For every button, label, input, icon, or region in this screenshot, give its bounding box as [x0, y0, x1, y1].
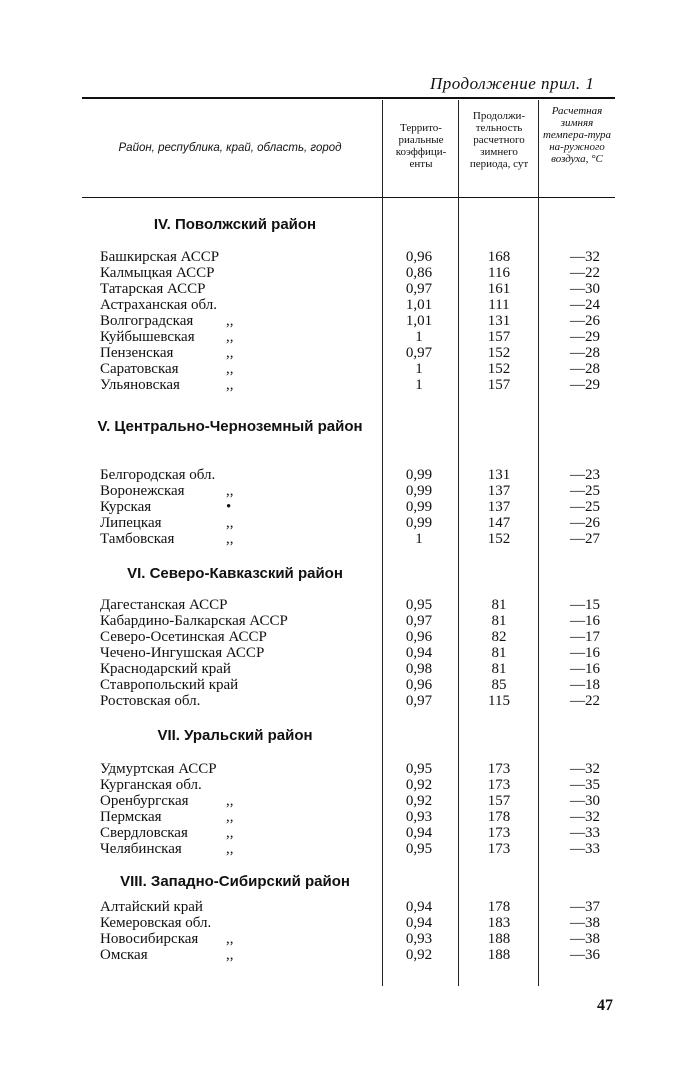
- coefficient: 0,96: [405, 677, 433, 693]
- region-name: Краснодарский край: [100, 661, 231, 677]
- ditto-mark: ,,: [226, 313, 234, 329]
- coefficient: 0,97: [405, 613, 433, 629]
- region-name: Куйбышевская: [100, 329, 195, 345]
- table-row: [0, 613, 700, 629]
- table-row: [0, 931, 700, 947]
- temperature: —16: [570, 645, 600, 661]
- coefficient: 0,99: [405, 515, 433, 531]
- region-name: Саратовская: [100, 361, 179, 377]
- region-name: Ставропольский край: [100, 677, 239, 693]
- table-row: [0, 467, 700, 483]
- table-row: [0, 761, 700, 777]
- temperature: —22: [570, 265, 600, 281]
- temperature: —36: [570, 947, 600, 963]
- table-row: [0, 361, 700, 377]
- coefficient: 1: [415, 377, 423, 393]
- section-title: VII. Уральский район: [157, 727, 313, 744]
- temperature: —38: [570, 931, 600, 947]
- table-row: [0, 899, 700, 915]
- table-row: [0, 677, 700, 693]
- table-row: [0, 265, 700, 281]
- temperature: —33: [570, 825, 600, 841]
- duration: 183: [487, 915, 511, 931]
- temperature: —32: [570, 761, 600, 777]
- table-row: [0, 531, 700, 547]
- column-header-name: Район, республика, край, область, город: [118, 142, 342, 154]
- column-header-duration: Продолжи-тельность расчетного зимнего периода, сут: [469, 110, 529, 170]
- table-row: [0, 693, 700, 709]
- coefficient: 0,93: [405, 809, 433, 825]
- temperature: —23: [570, 467, 600, 483]
- table-row: [0, 661, 700, 677]
- ditto-mark: ,,: [226, 793, 234, 809]
- coefficient: 0,97: [405, 693, 433, 709]
- region-name: Ростовская обл.: [100, 693, 201, 709]
- temperature: —17: [570, 629, 600, 645]
- region-name: Алтайский край: [100, 899, 203, 915]
- table-row: [0, 645, 700, 661]
- duration: 81: [491, 597, 507, 613]
- temperature: —32: [570, 809, 600, 825]
- ditto-mark: ,,: [226, 515, 234, 531]
- ditto-mark: ,,: [226, 483, 234, 499]
- table-row: [0, 915, 700, 931]
- coefficient: 0,95: [405, 841, 433, 857]
- duration: 137: [487, 499, 511, 515]
- duration: 188: [487, 947, 511, 963]
- coefficient: 1: [415, 361, 423, 377]
- duration: 137: [487, 483, 511, 499]
- table-row: [0, 377, 700, 393]
- table-row: [0, 313, 700, 329]
- duration: 81: [491, 613, 507, 629]
- coefficient: 0,94: [405, 825, 433, 841]
- coefficient: 1: [415, 329, 423, 345]
- region-name: Дагестанская АССР: [100, 597, 228, 613]
- region-name: Северо-Осетинская АССР: [100, 629, 267, 645]
- temperature: —16: [570, 613, 600, 629]
- temperature: —32: [570, 249, 600, 265]
- duration: 173: [487, 841, 511, 857]
- coefficient: 0,86: [405, 265, 433, 281]
- temperature: —25: [570, 483, 600, 499]
- section-title: V. Центрально-Черноземный район: [97, 418, 363, 435]
- duration: 111: [488, 297, 510, 313]
- region-name: Белгородская обл.: [100, 467, 216, 483]
- temperature: —26: [570, 515, 600, 531]
- temperature: —28: [570, 345, 600, 361]
- ditto-mark: ,,: [226, 361, 234, 377]
- coefficient: 1,01: [405, 313, 433, 329]
- continuation-label: Продолжение прил. 1: [430, 74, 595, 93]
- coefficient: 0,98: [405, 661, 433, 677]
- temperature: —24: [570, 297, 600, 313]
- table-row: [0, 515, 700, 531]
- duration: 116: [488, 265, 510, 281]
- region-name: Ульяновская: [100, 377, 180, 393]
- coefficient: 0,99: [405, 483, 433, 499]
- table-row: [0, 499, 700, 515]
- ditto-mark: ,,: [226, 809, 234, 825]
- temperature: —28: [570, 361, 600, 377]
- duration: 81: [491, 645, 507, 661]
- duration: 152: [487, 531, 511, 547]
- column-header-coef: Террито-риальные коэффици-енты: [395, 122, 447, 170]
- temperature: —15: [570, 597, 600, 613]
- region-name: Воронежская: [100, 483, 185, 499]
- table-row: [0, 825, 700, 841]
- region-name: Пермская: [100, 809, 162, 825]
- coefficient: 0,95: [405, 761, 433, 777]
- ditto-mark: ,,: [226, 329, 234, 345]
- ditto-mark: ,,: [226, 825, 234, 841]
- coefficient: 0,99: [405, 499, 433, 515]
- table-row: [0, 947, 700, 963]
- table-row: [0, 329, 700, 345]
- duration: 161: [487, 281, 511, 297]
- region-name: Курская: [100, 499, 152, 515]
- ditto-mark: ,,: [226, 947, 234, 963]
- coefficient: 0,97: [405, 345, 433, 361]
- coefficient: 0,92: [405, 777, 433, 793]
- temperature: —38: [570, 915, 600, 931]
- coefficient: 1,01: [405, 297, 433, 313]
- duration: 82: [491, 629, 507, 645]
- coefficient: 0,94: [405, 899, 433, 915]
- duration: 85: [491, 677, 507, 693]
- region-name: Оренбургская: [100, 793, 189, 809]
- temperature: —35: [570, 777, 600, 793]
- coefficient: 0,99: [405, 467, 433, 483]
- temperature: —25: [570, 499, 600, 515]
- table-row: [0, 793, 700, 809]
- region-name: Липецкая: [100, 515, 162, 531]
- temperature: —37: [570, 899, 600, 915]
- coefficient: 0,94: [405, 645, 433, 661]
- section-title: VI. Северо-Кавказский район: [127, 565, 343, 582]
- region-name: Кемеровская обл.: [100, 915, 212, 931]
- region-name: Чечено-Ингушская АССР: [100, 645, 265, 661]
- duration: 157: [487, 793, 511, 809]
- table-row: [0, 841, 700, 857]
- column-header-temp: Расчетная зимняя темпера-тура на-ружного воздуха, °С: [542, 105, 612, 165]
- duration: 173: [487, 761, 511, 777]
- duration: 147: [487, 515, 511, 531]
- duration: 131: [487, 313, 511, 329]
- table-row: [0, 345, 700, 361]
- coefficient: 0,92: [405, 793, 433, 809]
- temperature: —33: [570, 841, 600, 857]
- section-title: VIII. Западно-Сибирский район: [120, 873, 350, 890]
- duration: 173: [487, 777, 511, 793]
- temperature: —29: [570, 377, 600, 393]
- ditto-mark: ,,: [226, 345, 234, 361]
- temperature: —30: [570, 793, 600, 809]
- duration: 157: [487, 329, 511, 345]
- table-row: [0, 777, 700, 793]
- duration: 81: [491, 661, 507, 677]
- table-row: [0, 629, 700, 645]
- temperature: —26: [570, 313, 600, 329]
- duration: 131: [487, 467, 511, 483]
- duration: 178: [487, 899, 511, 915]
- region-name: Астраханская обл.: [100, 297, 218, 313]
- header-bottom-rule: [82, 197, 615, 198]
- table-row: [0, 249, 700, 265]
- coefficient: 0,96: [405, 629, 433, 645]
- coefficient: 0,96: [405, 249, 433, 265]
- temperature: —29: [570, 329, 600, 345]
- region-name: Удмуртская АССР: [100, 761, 217, 777]
- ditto-mark: •: [226, 499, 232, 515]
- temperature: —18: [570, 677, 600, 693]
- table-row: [0, 597, 700, 613]
- coefficient: 1: [415, 531, 423, 547]
- section-title: IV. Поволжский район: [153, 216, 317, 233]
- coefficient: 0,97: [405, 281, 433, 297]
- region-name: Башкирская АССР: [100, 249, 220, 265]
- coefficient: 0,93: [405, 931, 433, 947]
- coefficient: 0,94: [405, 915, 433, 931]
- temperature: —16: [570, 661, 600, 677]
- region-name: Татарская АССР: [100, 281, 206, 297]
- duration: 168: [487, 249, 511, 265]
- region-name: Челябинская: [100, 841, 182, 857]
- table-row: [0, 281, 700, 297]
- region-name: Кабардино-Балкарская АССР: [100, 613, 288, 629]
- table-row: [0, 297, 700, 313]
- ditto-mark: ,,: [226, 377, 234, 393]
- region-name: Пензенская: [100, 345, 174, 361]
- ditto-mark: ,,: [226, 531, 234, 547]
- coefficient: 0,95: [405, 597, 433, 613]
- region-name: Курганская обл.: [100, 777, 202, 793]
- temperature: —27: [570, 531, 600, 547]
- region-name: Омская: [100, 947, 148, 963]
- table-row: [0, 483, 700, 499]
- region-name: Новосибирская: [100, 931, 199, 947]
- duration: 115: [488, 693, 510, 709]
- duration: 173: [487, 825, 511, 841]
- coefficient: 0,92: [405, 947, 433, 963]
- temperature: —30: [570, 281, 600, 297]
- table-top-rule: [82, 97, 615, 99]
- duration: 152: [487, 345, 511, 361]
- region-name: Свердловская: [100, 825, 188, 841]
- table-row: [0, 809, 700, 825]
- duration: 188: [487, 931, 511, 947]
- duration: 157: [487, 377, 511, 393]
- ditto-mark: ,,: [226, 931, 234, 947]
- region-name: Калмыцкая АССР: [100, 265, 215, 281]
- duration: 178: [487, 809, 511, 825]
- region-name: Волгоградская: [100, 313, 194, 329]
- page-number: 47: [597, 997, 613, 1014]
- ditto-mark: ,,: [226, 841, 234, 857]
- region-name: Тамбовская: [100, 531, 175, 547]
- duration: 152: [487, 361, 511, 377]
- temperature: —22: [570, 693, 600, 709]
